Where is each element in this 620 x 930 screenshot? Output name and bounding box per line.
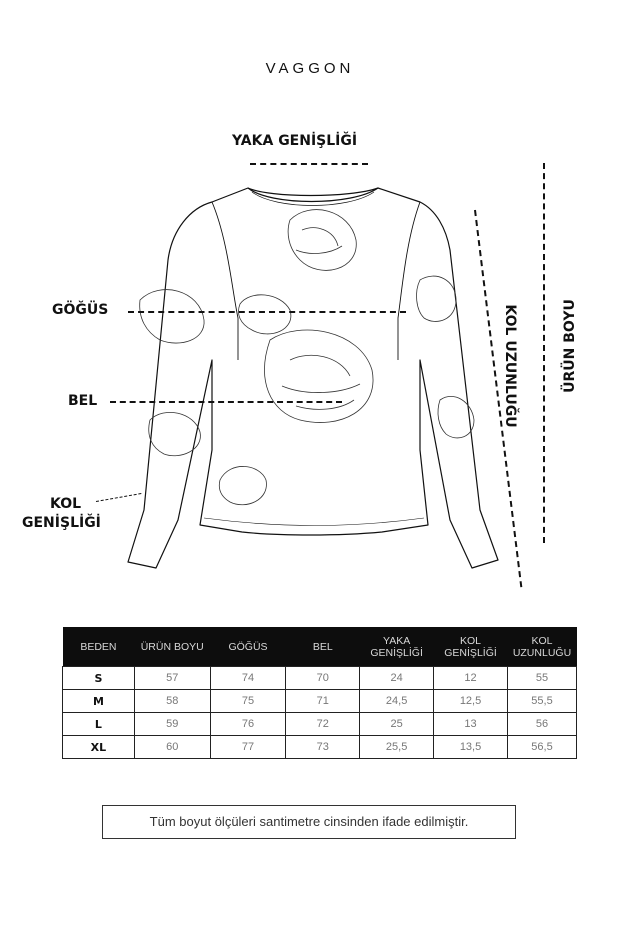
header-text: GENİŞLİĞİ: [444, 646, 497, 659]
label-gogus: GÖĞÜS: [52, 302, 109, 318]
header-bel: [286, 627, 360, 667]
garment-sketch: [120, 180, 500, 580]
label-bel: BEL: [68, 393, 98, 409]
measurement-note: Tüm boyut ölçüleri santimetre cinsinden ifade edilmiştir.: [102, 805, 516, 839]
table-row: [63, 667, 577, 690]
table-row: [63, 690, 577, 713]
cell: 56,5: [507, 736, 576, 759]
header-text: BEDEN: [80, 640, 117, 653]
cell: 25: [360, 713, 434, 736]
header-text: YAKA: [383, 634, 411, 647]
header-beden: [63, 627, 135, 667]
label-kol-genisligi-line1: KOL: [50, 496, 82, 512]
header-kol-genisligi: [434, 627, 508, 667]
cell: 58: [134, 690, 210, 713]
size-table: [62, 627, 577, 759]
table-header-row: [63, 627, 577, 667]
cell: 59: [134, 713, 210, 736]
label-kol-uzunlugu: KOL UZUNLUĞU: [502, 304, 518, 428]
cell: 72: [286, 713, 360, 736]
cell: 77: [210, 736, 286, 759]
cell-size: M: [63, 690, 135, 713]
cell: 57: [134, 667, 210, 690]
cell: 24: [360, 667, 434, 690]
cell-size: S: [63, 667, 135, 690]
header-text: GENİŞLİĞİ: [370, 646, 423, 659]
cell: 75: [210, 690, 286, 713]
header-yaka-genisligi: [360, 627, 434, 667]
cell: 13: [434, 713, 508, 736]
measure-line-urun-boyu: [543, 163, 545, 543]
header-text: KOL: [460, 634, 482, 647]
cell-size: L: [63, 713, 135, 736]
header-urun-boyu: [134, 627, 210, 667]
cell: 55: [507, 667, 576, 690]
cell: 73: [286, 736, 360, 759]
cell: 12,5: [434, 690, 508, 713]
header-gogus: [210, 627, 286, 667]
label-kol-genisligi-line2: GENİŞLİĞİ: [22, 515, 101, 531]
cell-size: XL: [63, 736, 135, 759]
measure-line-gogus: [128, 311, 406, 313]
header-text: KOL: [531, 634, 553, 647]
measure-line-yaka: [250, 163, 368, 165]
cell: 12: [434, 667, 508, 690]
header-text: ÜRÜN BOYU: [140, 640, 204, 653]
cell: 76: [210, 713, 286, 736]
measure-line-bel: [110, 401, 342, 403]
cell: 70: [286, 667, 360, 690]
cell: 55,5: [507, 690, 576, 713]
brand-logo: VAGGON: [265, 60, 355, 77]
label-urun-boyu: ÜRÜN BOYU: [562, 299, 578, 393]
header-text: GÖĞÜS: [228, 640, 268, 653]
cell: 56: [507, 713, 576, 736]
cell: 74: [210, 667, 286, 690]
table-row: [63, 713, 577, 736]
label-yaka-genisligi: YAKA GENİŞLİĞİ: [232, 133, 358, 149]
header-text: UZUNLUĞU: [512, 646, 572, 659]
header-kol-uzunlugu: [507, 627, 576, 667]
cell: 25,5: [360, 736, 434, 759]
cell: 13,5: [434, 736, 508, 759]
cell: 71: [286, 690, 360, 713]
header-text: BEL: [312, 640, 333, 653]
cell: 24,5: [360, 690, 434, 713]
cell: 60: [134, 736, 210, 759]
table-row: [63, 736, 577, 759]
